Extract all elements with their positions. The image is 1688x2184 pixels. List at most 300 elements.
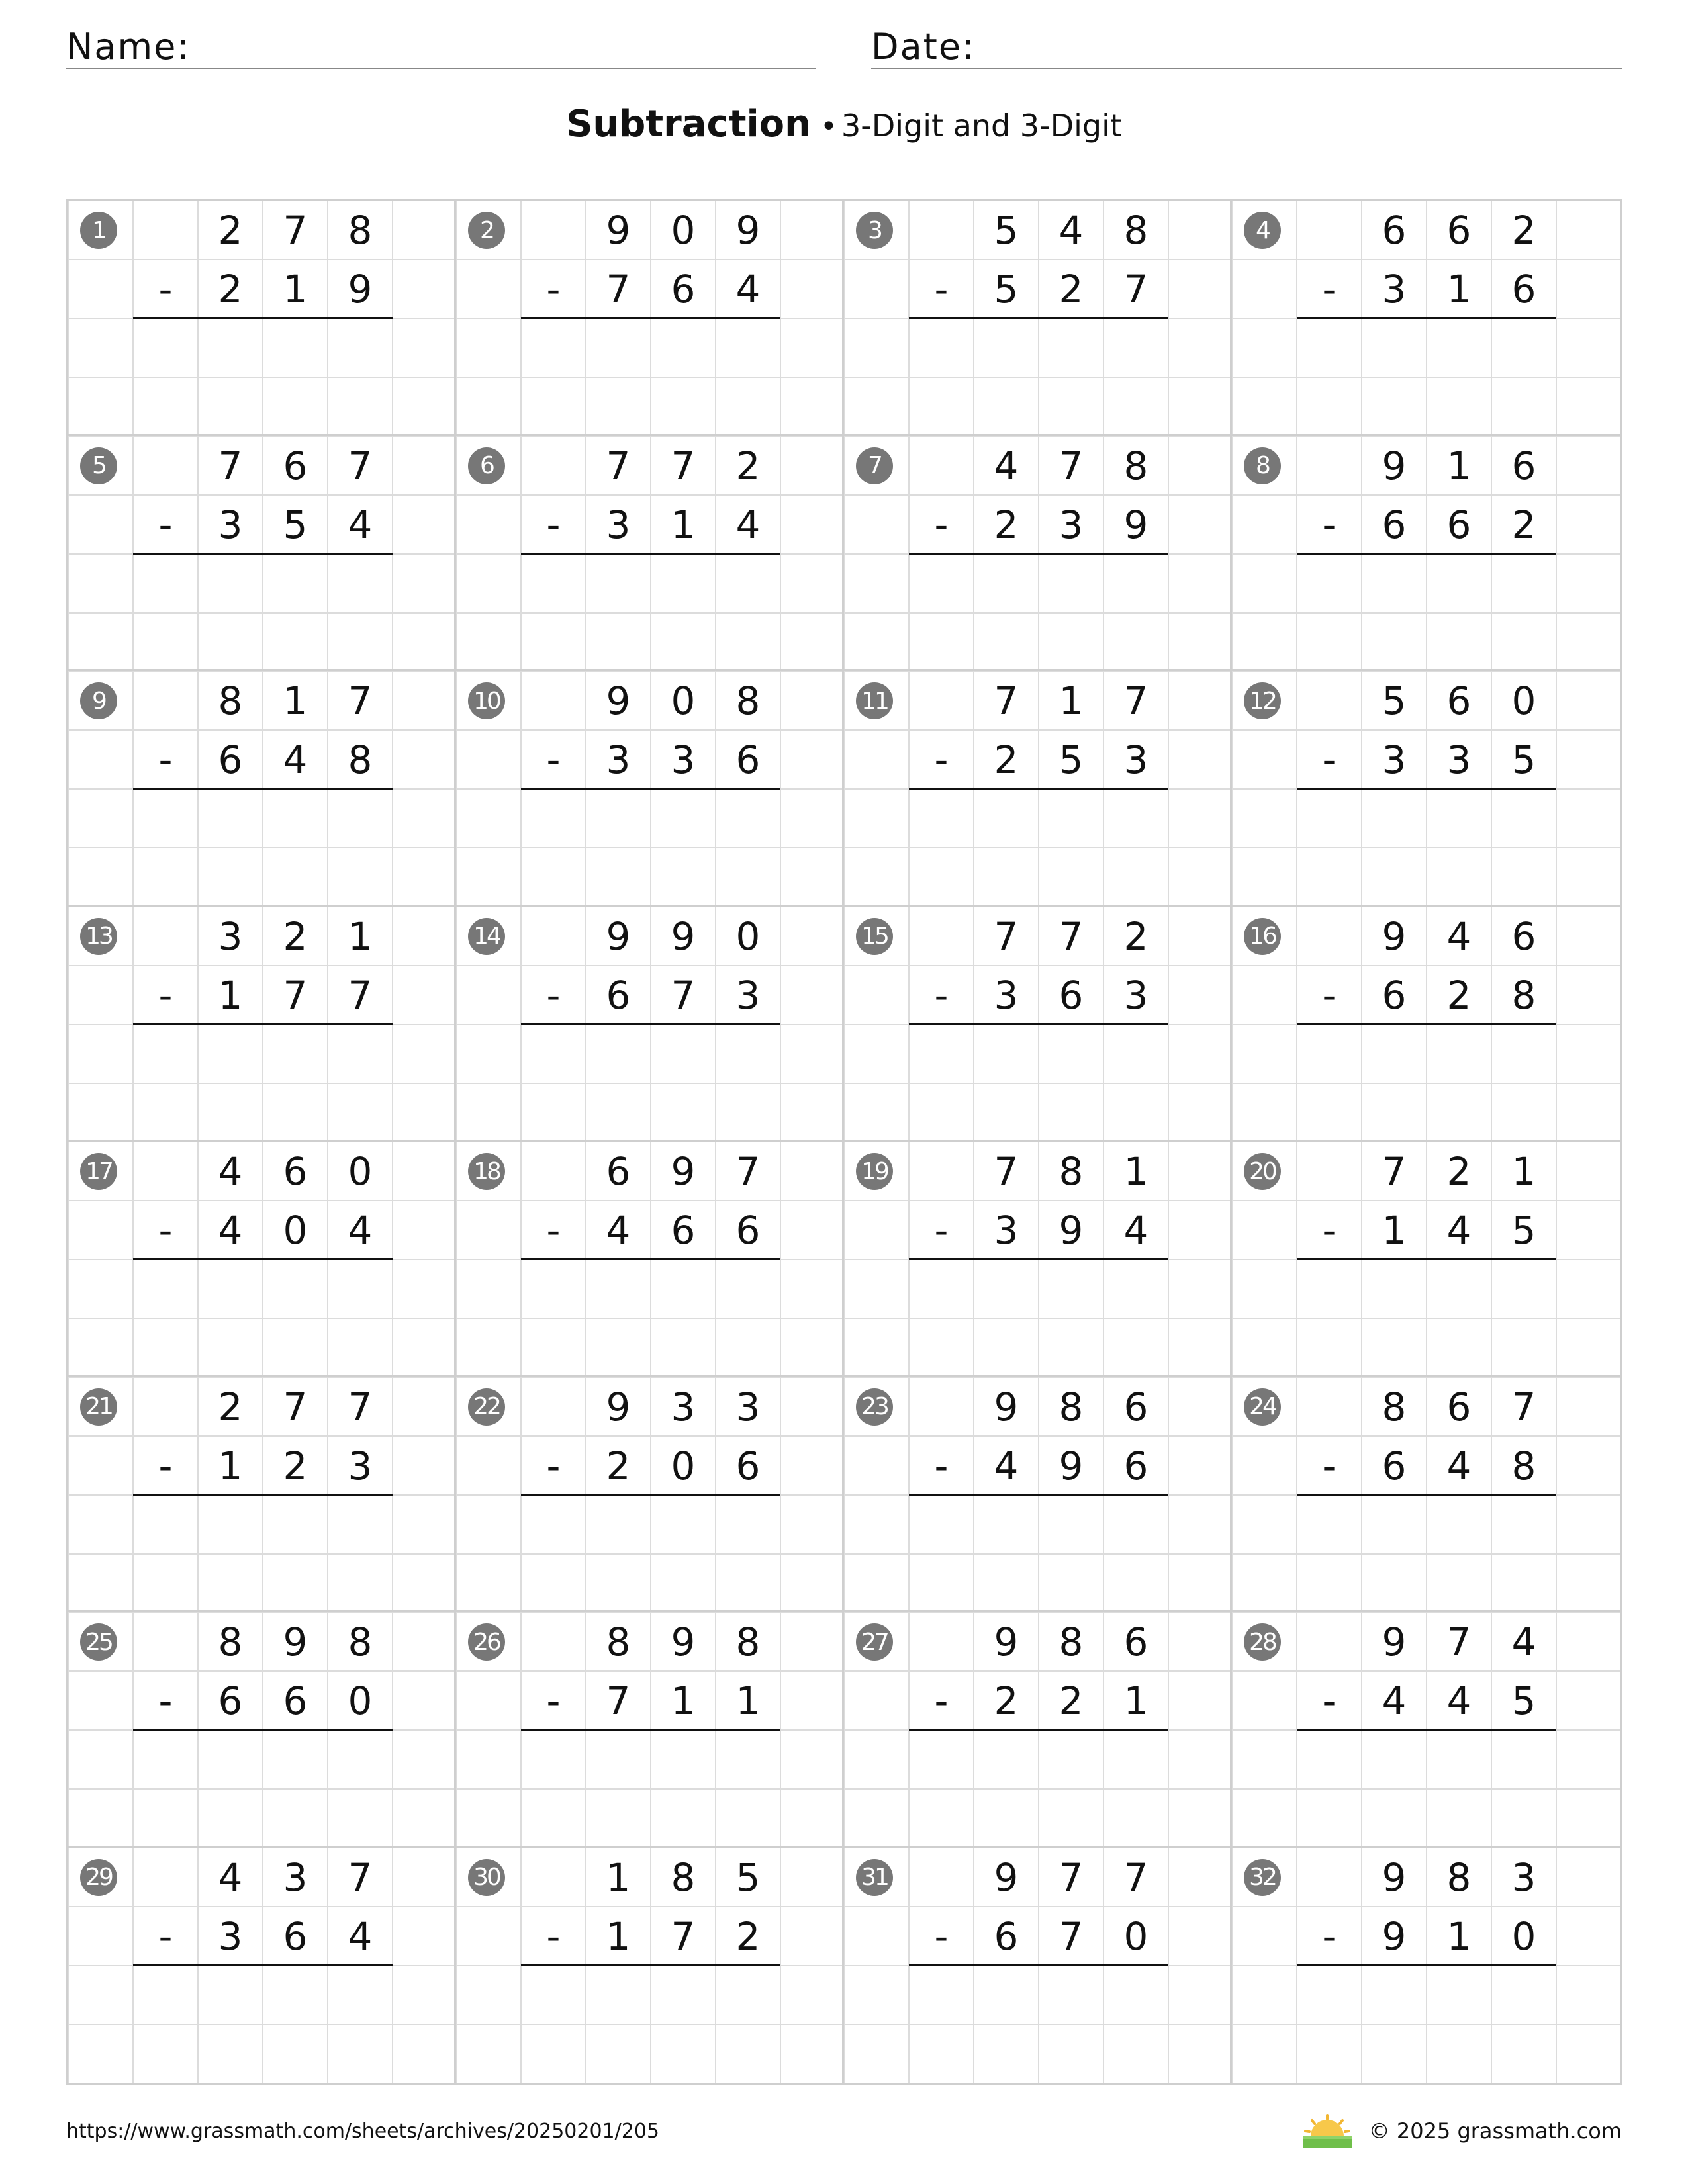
minus-operator: - bbox=[934, 1443, 949, 1488]
problem-number-badge: 16 bbox=[1244, 918, 1281, 955]
subtrahend-digit: 7 bbox=[1058, 1913, 1084, 1959]
answer-line bbox=[521, 1494, 780, 1496]
minus-operator: - bbox=[1322, 737, 1336, 782]
minus-operator: - bbox=[546, 1443, 561, 1488]
problem-number-badge: 19 bbox=[856, 1153, 893, 1190]
subtrahend-digit: 9 bbox=[348, 267, 373, 312]
minuend-digit: 8 bbox=[1123, 208, 1149, 253]
subtrahend-digit: 2 bbox=[1511, 502, 1536, 547]
subtrahend-digit: 3 bbox=[606, 737, 631, 782]
minuend-digit: 8 bbox=[348, 208, 373, 253]
problem-number-badge: 25 bbox=[80, 1623, 117, 1661]
minus-operator: - bbox=[546, 737, 561, 782]
subtrahend-digit: 4 bbox=[1123, 1208, 1149, 1253]
answer-line bbox=[521, 1964, 780, 1966]
minuend-digit: 8 bbox=[1382, 1384, 1407, 1430]
problem-number-badge: 22 bbox=[468, 1388, 505, 1426]
subtrahend-digit: 8 bbox=[348, 737, 373, 782]
subtrahend-digit: 1 bbox=[218, 972, 243, 1018]
minuend-digit: 6 bbox=[1382, 208, 1407, 253]
minuend-digit: 7 bbox=[348, 443, 373, 488]
name-field[interactable] bbox=[66, 23, 816, 69]
answer-line bbox=[521, 317, 780, 319]
minuend-digit: 9 bbox=[1382, 1619, 1407, 1664]
answer-line bbox=[1297, 1258, 1556, 1260]
minuend-digit: 8 bbox=[735, 1619, 761, 1664]
minuend-digit: 7 bbox=[1123, 678, 1149, 723]
minuend-digit: 8 bbox=[735, 678, 761, 723]
answer-line bbox=[521, 1023, 780, 1025]
subtrahend-digit: 1 bbox=[735, 1678, 761, 1723]
subtrahend-digit: 6 bbox=[735, 1443, 761, 1488]
answer-line bbox=[909, 1258, 1168, 1260]
answer-line bbox=[133, 1494, 393, 1496]
minuend-digit: 8 bbox=[1058, 1149, 1084, 1194]
minuend-digit: 4 bbox=[1446, 913, 1472, 959]
minuend-digit: 7 bbox=[1058, 1854, 1084, 1900]
minuend-digit: 3 bbox=[671, 1384, 696, 1430]
worksheet-grid bbox=[66, 199, 1622, 2085]
answer-line bbox=[521, 553, 780, 555]
problem-16[interactable] bbox=[1232, 907, 1620, 1142]
answer-line bbox=[909, 317, 1168, 319]
problem-number-badge: 21 bbox=[80, 1388, 117, 1426]
minuend-digit: 9 bbox=[671, 1619, 696, 1664]
problem-number-badge: 5 bbox=[80, 447, 117, 484]
problem-22[interactable] bbox=[456, 1377, 844, 1613]
answer-line bbox=[909, 553, 1168, 555]
minus-operator: - bbox=[158, 972, 173, 1018]
answer-line bbox=[1297, 553, 1556, 555]
problem-19[interactable] bbox=[844, 1142, 1232, 1377]
minus-operator: - bbox=[546, 1913, 561, 1959]
problem-3[interactable] bbox=[844, 201, 1232, 436]
title-subtitle: 3-Digit and 3-Digit bbox=[841, 108, 1122, 144]
subtrahend-digit: 1 bbox=[671, 502, 696, 547]
answer-line bbox=[909, 1964, 1168, 1966]
minuend-digit: 0 bbox=[348, 1149, 373, 1194]
answer-line bbox=[133, 1258, 393, 1260]
minuend-digit: 1 bbox=[606, 1854, 631, 1900]
minus-operator: - bbox=[546, 1678, 561, 1723]
problem-number-badge: 7 bbox=[856, 447, 893, 484]
subtrahend-digit: 6 bbox=[994, 1913, 1019, 1959]
minuend-digit: 7 bbox=[735, 1149, 761, 1194]
minuend-digit: 9 bbox=[1382, 913, 1407, 959]
answer-line bbox=[133, 1729, 393, 1731]
footer-url: https://www.grassmath.com/sheets/archives/20250201/205 bbox=[66, 2120, 660, 2143]
subtrahend-digit: 4 bbox=[1382, 1678, 1407, 1723]
minuend-digit: 2 bbox=[1446, 1149, 1472, 1194]
answer-line bbox=[1297, 1023, 1556, 1025]
subtrahend-digit: 6 bbox=[1511, 267, 1536, 312]
problem-number-badge: 32 bbox=[1244, 1859, 1281, 1896]
subtrahend-digit: 6 bbox=[606, 972, 631, 1018]
subtrahend-digit: 4 bbox=[1446, 1443, 1472, 1488]
subtrahend-digit: 5 bbox=[1511, 737, 1536, 782]
minuend-digit: 4 bbox=[1058, 208, 1084, 253]
subtrahend-digit: 7 bbox=[606, 1678, 631, 1723]
minus-operator: - bbox=[934, 1913, 949, 1959]
minus-operator: - bbox=[158, 1678, 173, 1723]
minuend-digit: 1 bbox=[1511, 1149, 1536, 1194]
minuend-digit: 8 bbox=[218, 678, 243, 723]
problem-number-badge: 15 bbox=[856, 918, 893, 955]
answer-line bbox=[1297, 1729, 1556, 1731]
answer-line bbox=[521, 788, 780, 790]
minuend-digit: 2 bbox=[1511, 208, 1536, 253]
problem-number-badge: 18 bbox=[468, 1153, 505, 1190]
subtrahend-digit: 6 bbox=[735, 737, 761, 782]
subtrahend-digit: 1 bbox=[1382, 1208, 1407, 1253]
subtrahend-digit: 0 bbox=[283, 1208, 308, 1253]
problem-number-badge: 11 bbox=[856, 682, 893, 719]
problem-number-badge: 10 bbox=[468, 682, 505, 719]
minus-operator: - bbox=[1322, 1913, 1336, 1959]
minuend-digit: 9 bbox=[994, 1384, 1019, 1430]
minuend-digit: 1 bbox=[1058, 678, 1084, 723]
minuend-digit: 6 bbox=[1446, 678, 1472, 723]
answer-line bbox=[1297, 1494, 1556, 1496]
minuend-digit: 9 bbox=[606, 1384, 631, 1430]
minus-operator: - bbox=[934, 267, 949, 312]
minuend-digit: 7 bbox=[218, 443, 243, 488]
minus-operator: - bbox=[1322, 1678, 1336, 1723]
minus-operator: - bbox=[158, 1443, 173, 1488]
minuend-digit: 6 bbox=[283, 1149, 308, 1194]
answer-line bbox=[1297, 1964, 1556, 1966]
subtrahend-digit: 2 bbox=[735, 1913, 761, 1959]
subtrahend-digit: 3 bbox=[1446, 737, 1472, 782]
subtrahend-digit: 3 bbox=[606, 502, 631, 547]
problem-10[interactable] bbox=[456, 671, 844, 907]
minuend-digit: 6 bbox=[283, 443, 308, 488]
subtrahend-digit: 6 bbox=[283, 1678, 308, 1723]
minuend-digit: 9 bbox=[994, 1619, 1019, 1664]
minuend-digit: 8 bbox=[671, 1854, 696, 1900]
problem-30[interactable] bbox=[456, 1848, 844, 2083]
problem-number-badge: 12 bbox=[1244, 682, 1281, 719]
minuend-digit: 6 bbox=[1446, 1384, 1472, 1430]
minuend-digit: 7 bbox=[348, 1854, 373, 1900]
minus-operator: - bbox=[934, 1208, 949, 1253]
problem-13[interactable] bbox=[68, 907, 456, 1142]
problem-number-badge: 23 bbox=[856, 1388, 893, 1426]
subtrahend-digit: 0 bbox=[671, 1443, 696, 1488]
subtrahend-digit: 2 bbox=[1058, 267, 1084, 312]
subtrahend-digit: 5 bbox=[994, 267, 1019, 312]
subtrahend-digit: 6 bbox=[1382, 972, 1407, 1018]
answer-line bbox=[909, 1494, 1168, 1496]
problem-29[interactable] bbox=[68, 1848, 456, 2083]
problem-number-badge: 14 bbox=[468, 918, 505, 955]
answer-line bbox=[521, 1729, 780, 1731]
problem-number-badge: 1 bbox=[80, 212, 117, 249]
minuend-digit: 7 bbox=[348, 1384, 373, 1430]
minuend-digit: 8 bbox=[1446, 1854, 1472, 1900]
minuend-digit: 9 bbox=[671, 1149, 696, 1194]
subtrahend-digit: 3 bbox=[671, 737, 696, 782]
problem-17[interactable] bbox=[68, 1142, 456, 1377]
subtrahend-digit: 9 bbox=[1123, 502, 1149, 547]
minuend-digit: 8 bbox=[606, 1619, 631, 1664]
title-separator: • bbox=[820, 110, 837, 144]
minuend-digit: 1 bbox=[283, 678, 308, 723]
subtrahend-digit: 7 bbox=[606, 267, 631, 312]
subtrahend-digit: 7 bbox=[283, 972, 308, 1018]
minuend-digit: 7 bbox=[283, 208, 308, 253]
minuend-digit: 7 bbox=[1446, 1619, 1472, 1664]
minuend-digit: 9 bbox=[606, 913, 631, 959]
minus-operator: - bbox=[158, 1913, 173, 1959]
problem-number-badge: 4 bbox=[1244, 212, 1281, 249]
subtrahend-digit: 7 bbox=[348, 972, 373, 1018]
problem-9[interactable] bbox=[68, 671, 456, 907]
subtrahend-digit: 5 bbox=[283, 502, 308, 547]
subtrahend-digit: 3 bbox=[218, 1913, 243, 1959]
minuend-digit: 0 bbox=[735, 913, 761, 959]
minuend-digit: 7 bbox=[994, 913, 1019, 959]
problem-7[interactable] bbox=[844, 436, 1232, 672]
footer-right bbox=[1303, 2114, 1622, 2148]
subtrahend-digit: 4 bbox=[218, 1208, 243, 1253]
minuend-digit: 2 bbox=[283, 913, 308, 959]
minuend-digit: 9 bbox=[1382, 1854, 1407, 1900]
subtrahend-digit: 7 bbox=[671, 1913, 696, 1959]
minuend-digit: 8 bbox=[218, 1619, 243, 1664]
subtrahend-digit: 6 bbox=[671, 267, 696, 312]
subtrahend-digit: 4 bbox=[1446, 1208, 1472, 1253]
minuend-digit: 2 bbox=[1123, 913, 1149, 959]
minuend-digit: 6 bbox=[1123, 1619, 1149, 1664]
date-label: Date: bbox=[871, 26, 976, 68]
minuend-digit: 9 bbox=[283, 1619, 308, 1664]
subtrahend-digit: 2 bbox=[1446, 972, 1472, 1018]
problem-32[interactable] bbox=[1232, 1848, 1620, 2083]
minuend-digit: 8 bbox=[1123, 443, 1149, 488]
problem-28[interactable] bbox=[1232, 1612, 1620, 1848]
subtrahend-digit: 4 bbox=[348, 502, 373, 547]
subtrahend-digit: 1 bbox=[1123, 1678, 1149, 1723]
subtrahend-digit: 6 bbox=[1446, 502, 1472, 547]
problem-number-badge: 13 bbox=[80, 918, 117, 955]
minuend-digit: 9 bbox=[606, 678, 631, 723]
answer-line bbox=[1297, 788, 1556, 790]
subtrahend-digit: 3 bbox=[1123, 972, 1149, 1018]
minus-operator: - bbox=[546, 972, 561, 1018]
problem-number-badge: 6 bbox=[468, 447, 505, 484]
subtrahend-digit: 3 bbox=[1123, 737, 1149, 782]
name-line bbox=[66, 68, 816, 69]
answer-line bbox=[909, 1729, 1168, 1731]
subtrahend-digit: 4 bbox=[606, 1208, 631, 1253]
problem-25[interactable] bbox=[68, 1612, 456, 1848]
subtrahend-digit: 9 bbox=[1382, 1913, 1407, 1959]
problem-20[interactable] bbox=[1232, 1142, 1620, 1377]
problem-6[interactable] bbox=[456, 436, 844, 672]
problem-14[interactable] bbox=[456, 907, 844, 1142]
minuend-digit: 9 bbox=[735, 208, 761, 253]
minus-operator: - bbox=[934, 972, 949, 1018]
subtrahend-digit: 8 bbox=[1511, 972, 1536, 1018]
problem-number-badge: 27 bbox=[856, 1623, 893, 1661]
answer-line bbox=[133, 553, 393, 555]
subtrahend-digit: 4 bbox=[348, 1913, 373, 1959]
minus-operator: - bbox=[1322, 1443, 1336, 1488]
name-label: Name: bbox=[66, 26, 191, 68]
sun-over-grass-icon bbox=[1303, 2114, 1352, 2148]
title-main: Subtraction bbox=[566, 103, 812, 146]
subtrahend-digit: 6 bbox=[671, 1208, 696, 1253]
subtrahend-digit: 2 bbox=[606, 1443, 631, 1488]
subtrahend-digit: 5 bbox=[1511, 1678, 1536, 1723]
minuend-digit: 7 bbox=[1511, 1384, 1536, 1430]
subtrahend-digit: 1 bbox=[283, 267, 308, 312]
subtrahend-digit: 2 bbox=[994, 737, 1019, 782]
subtrahend-digit: 0 bbox=[1511, 1913, 1536, 1959]
problem-21[interactable] bbox=[68, 1377, 456, 1613]
subtrahend-digit: 4 bbox=[283, 737, 308, 782]
subtrahend-digit: 6 bbox=[218, 737, 243, 782]
problem-number-badge: 29 bbox=[80, 1859, 117, 1896]
minuend-digit: 9 bbox=[1382, 443, 1407, 488]
subtrahend-digit: 2 bbox=[1058, 1678, 1084, 1723]
subtrahend-digit: 6 bbox=[283, 1913, 308, 1959]
minuend-digit: 9 bbox=[994, 1854, 1019, 1900]
date-field[interactable] bbox=[871, 23, 1622, 69]
minuend-digit: 9 bbox=[606, 208, 631, 253]
subtrahend-digit: 3 bbox=[735, 972, 761, 1018]
subtrahend-digit: 2 bbox=[283, 1443, 308, 1488]
problem-15[interactable] bbox=[844, 907, 1232, 1142]
subtrahend-digit: 9 bbox=[1058, 1443, 1084, 1488]
problem-number-badge: 26 bbox=[468, 1623, 505, 1661]
problem-26[interactable] bbox=[456, 1612, 844, 1848]
answer-line bbox=[909, 788, 1168, 790]
subtrahend-digit: 5 bbox=[1511, 1208, 1536, 1253]
minus-operator: - bbox=[546, 502, 561, 547]
problem-8[interactable] bbox=[1232, 436, 1620, 672]
problem-18[interactable] bbox=[456, 1142, 844, 1377]
minus-operator: - bbox=[1322, 502, 1336, 547]
subtrahend-digit: 2 bbox=[994, 1678, 1019, 1723]
subtrahend-digit: 4 bbox=[1446, 1678, 1472, 1723]
date-line bbox=[871, 68, 1622, 69]
subtrahend-digit: 3 bbox=[1382, 267, 1407, 312]
subtrahend-digit: 6 bbox=[1382, 502, 1407, 547]
problem-1[interactable] bbox=[68, 201, 456, 436]
minuend-digit: 1 bbox=[1123, 1149, 1149, 1194]
subtrahend-digit: 2 bbox=[994, 502, 1019, 547]
footer-copyright: © 2025 grassmath.com bbox=[1368, 2118, 1622, 2144]
minuend-digit: 3 bbox=[218, 913, 243, 959]
minus-operator: - bbox=[158, 267, 173, 312]
minuend-digit: 7 bbox=[1382, 1149, 1407, 1194]
subtrahend-digit: 3 bbox=[994, 1208, 1019, 1253]
minuend-digit: 3 bbox=[1511, 1854, 1536, 1900]
problem-11[interactable] bbox=[844, 671, 1232, 907]
problem-31[interactable] bbox=[844, 1848, 1232, 2083]
minuend-digit: 0 bbox=[671, 678, 696, 723]
answer-line bbox=[909, 1023, 1168, 1025]
minuend-digit: 7 bbox=[1058, 443, 1084, 488]
subtrahend-digit: 4 bbox=[735, 502, 761, 547]
minus-operator: - bbox=[1322, 267, 1336, 312]
minuend-digit: 4 bbox=[1511, 1619, 1536, 1664]
minus-operator: - bbox=[158, 502, 173, 547]
subtrahend-digit: 3 bbox=[348, 1443, 373, 1488]
minuend-digit: 3 bbox=[283, 1854, 308, 1900]
problem-27[interactable] bbox=[844, 1612, 1232, 1848]
problem-number-badge: 17 bbox=[80, 1153, 117, 1190]
minus-operator: - bbox=[934, 502, 949, 547]
minus-operator: - bbox=[546, 1208, 561, 1253]
minuend-digit: 8 bbox=[1058, 1619, 1084, 1664]
subtrahend-digit: 7 bbox=[671, 972, 696, 1018]
answer-line bbox=[133, 1023, 393, 1025]
answer-line bbox=[1297, 317, 1556, 319]
problem-23[interactable] bbox=[844, 1377, 1232, 1613]
subtrahend-digit: 8 bbox=[1511, 1443, 1536, 1488]
subtrahend-digit: 2 bbox=[218, 267, 243, 312]
minuend-digit: 1 bbox=[1446, 443, 1472, 488]
problem-number-badge: 24 bbox=[1244, 1388, 1281, 1426]
minuend-digit: 8 bbox=[1058, 1384, 1084, 1430]
minuend-digit: 2 bbox=[735, 443, 761, 488]
minuend-digit: 5 bbox=[735, 1854, 761, 1900]
answer-line bbox=[133, 1964, 393, 1966]
minuend-digit: 8 bbox=[348, 1619, 373, 1664]
problem-number-badge: 9 bbox=[80, 682, 117, 719]
minuend-digit: 6 bbox=[1511, 913, 1536, 959]
problem-12[interactable] bbox=[1232, 671, 1620, 907]
minuend-digit: 7 bbox=[606, 443, 631, 488]
minuend-digit: 4 bbox=[218, 1149, 243, 1194]
minuend-digit: 2 bbox=[218, 1384, 243, 1430]
minus-operator: - bbox=[934, 1678, 949, 1723]
minuend-digit: 5 bbox=[994, 208, 1019, 253]
minuend-digit: 6 bbox=[1123, 1384, 1149, 1430]
problem-number-badge: 3 bbox=[856, 212, 893, 249]
minuend-digit: 7 bbox=[1058, 913, 1084, 959]
subtrahend-digit: 3 bbox=[218, 502, 243, 547]
minuend-digit: 7 bbox=[348, 678, 373, 723]
subtrahend-digit: 0 bbox=[348, 1678, 373, 1723]
subtrahend-digit: 3 bbox=[1058, 502, 1084, 547]
subtrahend-digit: 0 bbox=[1123, 1913, 1149, 1959]
minuend-digit: 9 bbox=[671, 913, 696, 959]
subtrahend-digit: 3 bbox=[994, 972, 1019, 1018]
subtrahend-digit: 4 bbox=[994, 1443, 1019, 1488]
subtrahend-digit: 3 bbox=[1382, 737, 1407, 782]
problem-24[interactable] bbox=[1232, 1377, 1620, 1613]
subtrahend-digit: 7 bbox=[1123, 267, 1149, 312]
problem-5[interactable] bbox=[68, 436, 456, 672]
minuend-digit: 5 bbox=[1382, 678, 1407, 723]
minus-operator: - bbox=[546, 267, 561, 312]
minuend-digit: 7 bbox=[994, 1149, 1019, 1194]
subtrahend-digit: 1 bbox=[671, 1678, 696, 1723]
minuend-digit: 0 bbox=[671, 208, 696, 253]
subtrahend-digit: 6 bbox=[1058, 972, 1084, 1018]
problem-number-badge: 31 bbox=[856, 1859, 893, 1896]
minus-operator: - bbox=[934, 737, 949, 782]
minus-operator: - bbox=[1322, 972, 1336, 1018]
problem-2[interactable] bbox=[456, 201, 844, 436]
problem-4[interactable] bbox=[1232, 201, 1620, 436]
minuend-digit: 0 bbox=[1511, 678, 1536, 723]
minuend-digit: 2 bbox=[218, 208, 243, 253]
